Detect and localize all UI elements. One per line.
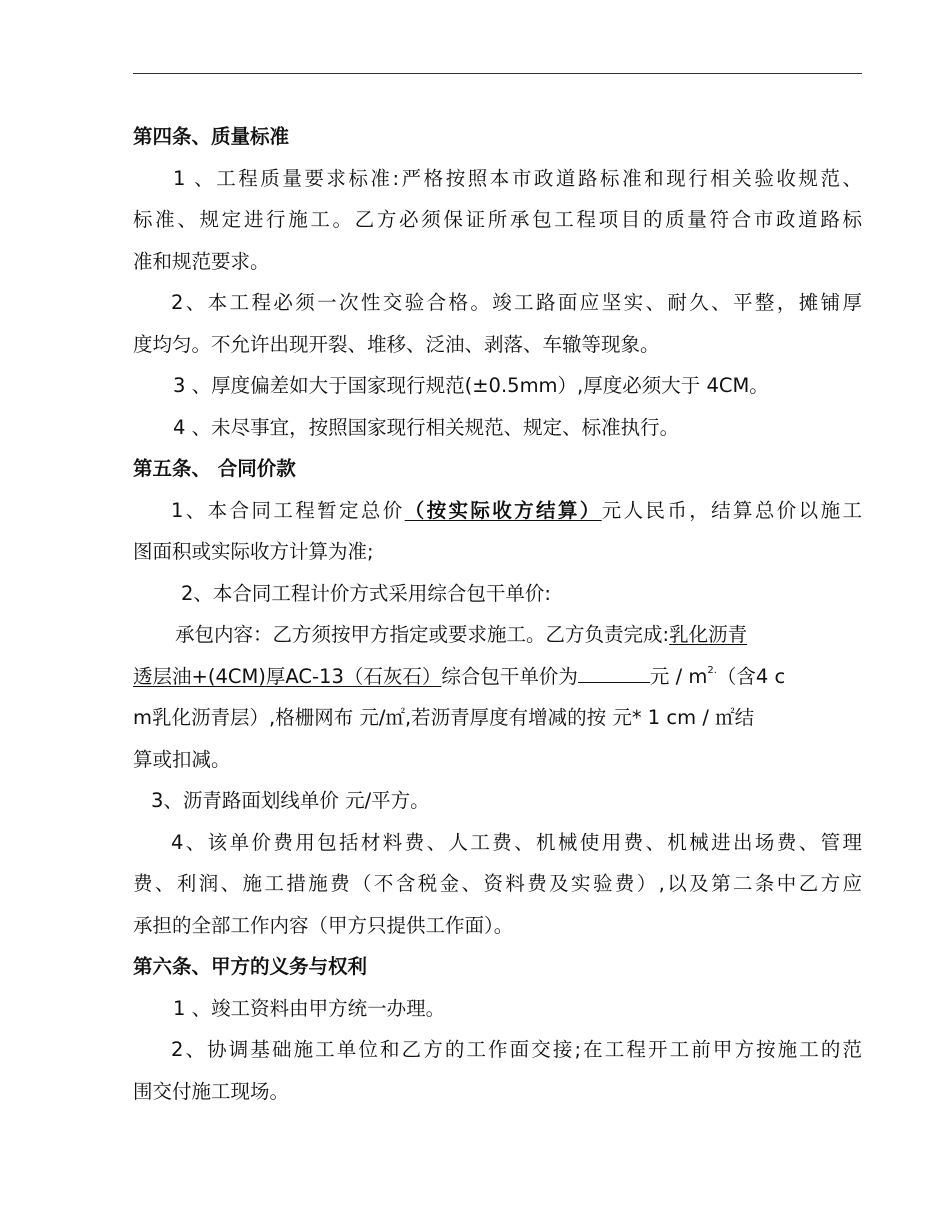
article-6-para-2-line-1: 2、协调基础施工单位和乙方的工作面交接;在工程开工前甲方按施工的范 (171, 1038, 862, 1061)
article-5-unit-price-label: 综合包干单价为 (441, 664, 578, 688)
article-4-para-4: 4 、未尽事宜，按照国家现行相关规范、规定、标准执行。 (173, 415, 680, 439)
article-6-heading: 第六条、甲方的义务与权利 (133, 955, 368, 978)
article-5-scope-line-1 (133, 614, 862, 656)
article-5-total-price-note: （按实际收方结算） (404, 498, 602, 522)
article-5-para-1-line-2: 图面积或实际收方计算为准; (133, 540, 374, 563)
header-rule (133, 73, 862, 74)
article-5-unit: 元 / m (649, 664, 708, 688)
unit-superscript: 2. (707, 665, 717, 676)
article-4-para-1-line-3: 准和规范要求。 (133, 249, 270, 273)
article-5-scope-line-4: 算或扣减。 (133, 747, 231, 771)
article-5-para-4-line-1: 4、该单价费用包括材料费、人工费、机械使用费、机械进出场费、管理 (171, 830, 862, 854)
article-4-para-1-line-2: 标准、规定进行施工。乙方必须保证所承包工程项目的质量符合市政道路标 (133, 208, 862, 231)
article-4-para-3: 3 、厚度偏差如大于国家现行规范(±0.5mm）,厚度必须大于 4CM。 (173, 374, 769, 397)
article-4-heading: 第四条、质量标准 (133, 125, 290, 148)
article-5-para-2: 2、本合同工程计价方式采用综合包干单价: (181, 581, 551, 605)
article-4-para-1-line-1: 1 、工程质量要求标准:严格按照本市政道路标准和现行相关验收规范、 (173, 166, 862, 190)
article-5-scope-item-a: 乳化沥青 (669, 623, 748, 646)
article-5-para-1-line-1 (133, 490, 862, 532)
unit-price-blank (578, 681, 650, 683)
article-5-scope-text: 承包内容：乙方须按甲方指定或要求施工。乙方负责完成: (175, 623, 670, 646)
document-body (133, 116, 862, 1112)
article-6-para-1: 1 、竣工资料由甲方统一办理。 (173, 996, 446, 1020)
article-5-para-1-text-c: 元人民币，结算总价以施工 (601, 498, 862, 522)
article-5-para-4-line-2: 费、利润、施工措施费（不含税金、资料费及实验费）,以及第二条中乙方应 (133, 872, 862, 895)
article-5-scope-line-3: m乳化沥青层）,格栅网布 元/㎡,若沥青厚度有增减的按 元* 1 cm / ㎡结 (133, 706, 755, 729)
article-6-para-2-line-2: 围交付施工现场。 (133, 1079, 290, 1103)
article-4-para-2-line-2: 度均匀。不允许出现开裂、堆移、泛油、剥落、车辙等现象。 (133, 332, 660, 356)
article-5-para-4-line-3: 承担的全部工作内容（甲方只提供工作面）。 (133, 913, 514, 937)
article-5-para-1-text-a: 1、本合同工程暂定总价 (171, 498, 405, 522)
article-5-scope-item-b: 透层油+(4CM)厚AC-13（石灰石） (133, 664, 442, 688)
article-5-scope-line-2 (133, 656, 862, 698)
article-5-inclusion-text: （含4 c (716, 664, 786, 688)
article-5-heading: 第五条、 合同价款 (133, 457, 296, 480)
article-4-para-2-line-1: 2、本工程必须一次性交验合格。竣工路面应坚实、耐久、平整，摊铺厚 (171, 291, 862, 314)
article-5-para-3: 3、沥青路面划线单价 元/平方。 (151, 789, 430, 812)
